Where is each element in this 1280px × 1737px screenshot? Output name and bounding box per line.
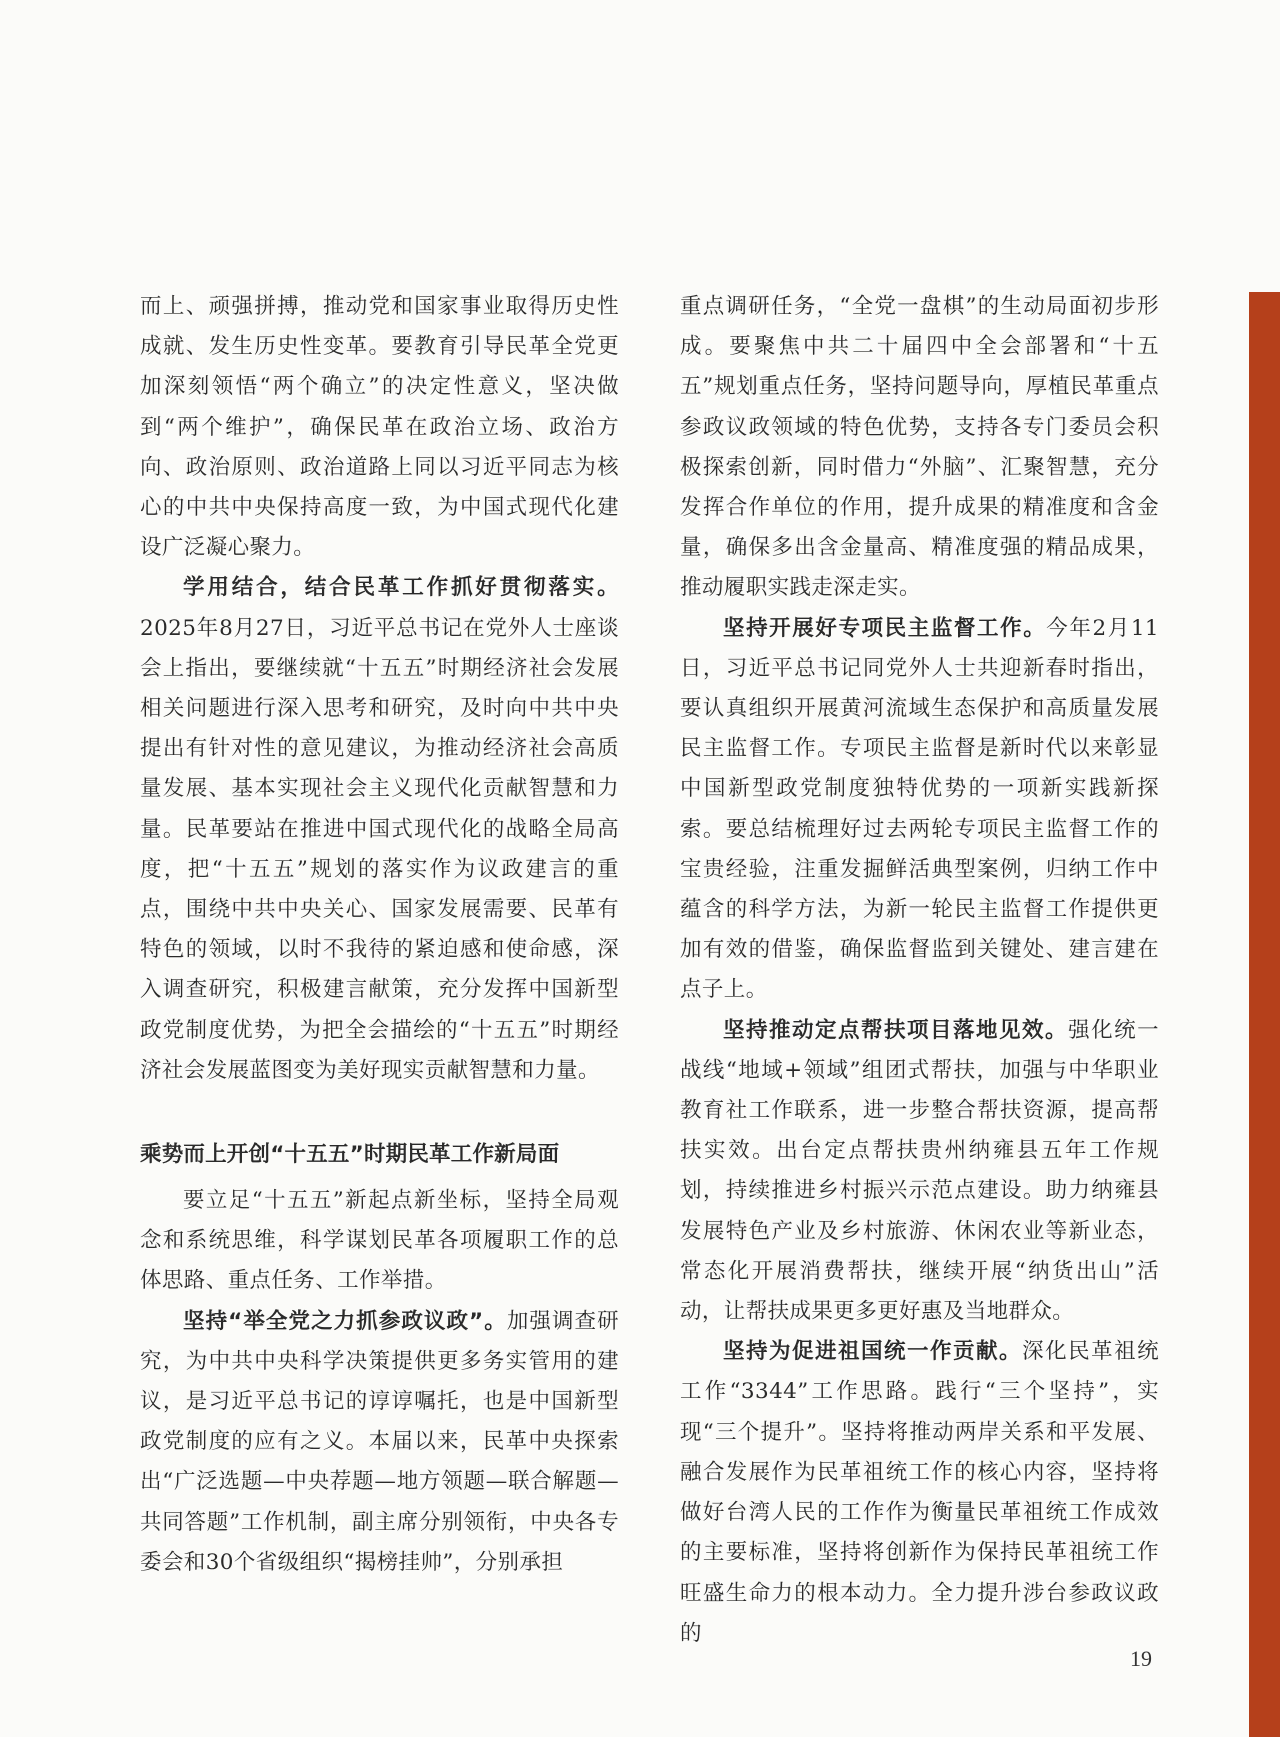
section-heading: 乘势而上开创“十五五”时期民革工作新局面 <box>140 1142 560 1168</box>
paragraph-body: 强化统一战线“地域+领域”组团式帮扶，加强与中华职业教育社工作联系，进一步整合帮扶资源，提高帮扶实效。出台定点帮扶贵州纳雍县五年工作规划，持续推进乡村振兴示范点建设。助力纳雍县发展特色产业及乡村旅游、休闲农业等新业态，常态化开展消费帮扶，继续开展“纳货出山”活动，让帮扶成果更多更好惠及当地群众。 <box>680 1017 1159 1325</box>
paragraph-continuation: 而上、顽强拼搏，推动党和国家事业取得历史性成就、发生历史性变革。要教育引导民革全党更加深刻领悟“两个确立”的决定性意义，坚决做到“两个维护”，确保民革在政治立场、政治方向、政治原则、政治道路上同以习近平同志为核心的中共中央保持高度一致，为中国式现代化建设广泛凝心聚力。 <box>140 294 619 561</box>
paragraph-lead-in: 坚持“举全党之力抓参政议政”。 <box>183 1308 507 1334</box>
paragraph-assistance <box>680 1011 1159 1333</box>
paragraph-continuation: 重点调研任务，“全党一盘棋”的生动局面初步形成。要聚焦中共二十届四中全会部署和“十五五”规划重点任务，坚持问题导向，厚植民革重点参政议政领域的特色优势，支持各专门委员会积极探索创新，同时借力“外脑”、汇聚智慧，充分发挥合作单位的作用，提升成果的精准度和含金量，确保多出含金量高、精准度强的精品成果，推动履职实践走深走实。 <box>680 294 1159 601</box>
paragraph-lead-in: 坚持开展好专项民主监督工作。 <box>723 615 1047 641</box>
paragraph-body: 今年2月11日，习近平总书记同党外人士共迎新春时指出，要认真组织开展黄河流域生态保护和高质量发展民主监督工作。专项民主监督是新时代以来彰显中国新型政党制度独特优势的一项新实践新探索。要总结梳理好过去两轮专项民主监督工作的宝贵经验，注重发掘鲜活典型案例，归纳工作中蕴含的科学方法，为新一轮民主监督工作提供更加有效的借鉴，确保监督监到关键处、建言建在点子上。 <box>680 615 1160 1003</box>
paragraph-body: 2025年8月27日，习近平总书记在党外人士座谈会上指出，要继续就“十五五”时期经济社会发展相关问题进行深入思考和研究，及时向中共中央提出有针对性的意见建议，为推动经济社会高质量发展、基本实现社会主义现代化贡献智慧和力量。民革要站在推进中国式现代化的战略全局高度，把“十五五”规划的落实作为议政建言的重点，围绕中共中央关心、国家发展需要、民革有特色的领域，以时不我待的紧迫感和使命感，深入调查研究，积极建言献策，充分发挥中国新型政党制度优势，为把全会描绘的“十五五”时期经济社会发展蓝图变为美好现实贡献智慧和力量。 <box>140 615 619 1083</box>
left-column <box>140 287 619 1583</box>
paragraph-supervision <box>680 609 1159 1011</box>
paragraph-lead-in: 学用结合，结合民革工作抓好贯彻落实。 <box>183 575 619 601</box>
side-accent-bar <box>1249 292 1280 1737</box>
paragraph-reunification <box>680 1332 1159 1654</box>
page-number: 19 <box>1130 1646 1152 1671</box>
paragraph-body: 加强调查研究，为中共中央科学决策提供更多务实管用的建议，是习近平总书记的谆谆嘱托，也是中国新型政党制度的应有之义。本届以来，民革中央探索出“广泛选题—中央荐题—地方领题—联合解题—共同答题”工作机制，副主席分别领衔，中央各专委会和30个省级组织“揭榜挂帅”，分别承担 <box>140 1308 619 1575</box>
paragraph-lead-in: 坚持推动定点帮扶项目落地见效。 <box>723 1017 1069 1043</box>
paragraph-study-apply <box>140 568 619 1091</box>
right-column <box>680 287 1159 1654</box>
paragraph-lead-in: 坚持为促进祖国统一作贡献。 <box>723 1339 1023 1365</box>
paragraph-body: 深化民革祖统工作“3344”工作思路。践行“三个坚持”，实现“三个提升”。坚持将推动两岸关系和平发展、融合发展作为民革祖统工作的核心内容，坚持将做好台湾人民的工作作为衡量民革祖统工作成效的主要标准，坚持将创新作为保持民革祖统工作旺盛生命力的根本动力。全力提升涉台参政议政的 <box>680 1339 1160 1646</box>
paragraph-intro: 要立足“十五五”新起点新坐标，坚持全局观念和系统思维，科学谋划民革各项履职工作的总体思路、重点任务、工作举措。 <box>140 1188 619 1294</box>
paragraph-participation <box>140 1302 619 1583</box>
